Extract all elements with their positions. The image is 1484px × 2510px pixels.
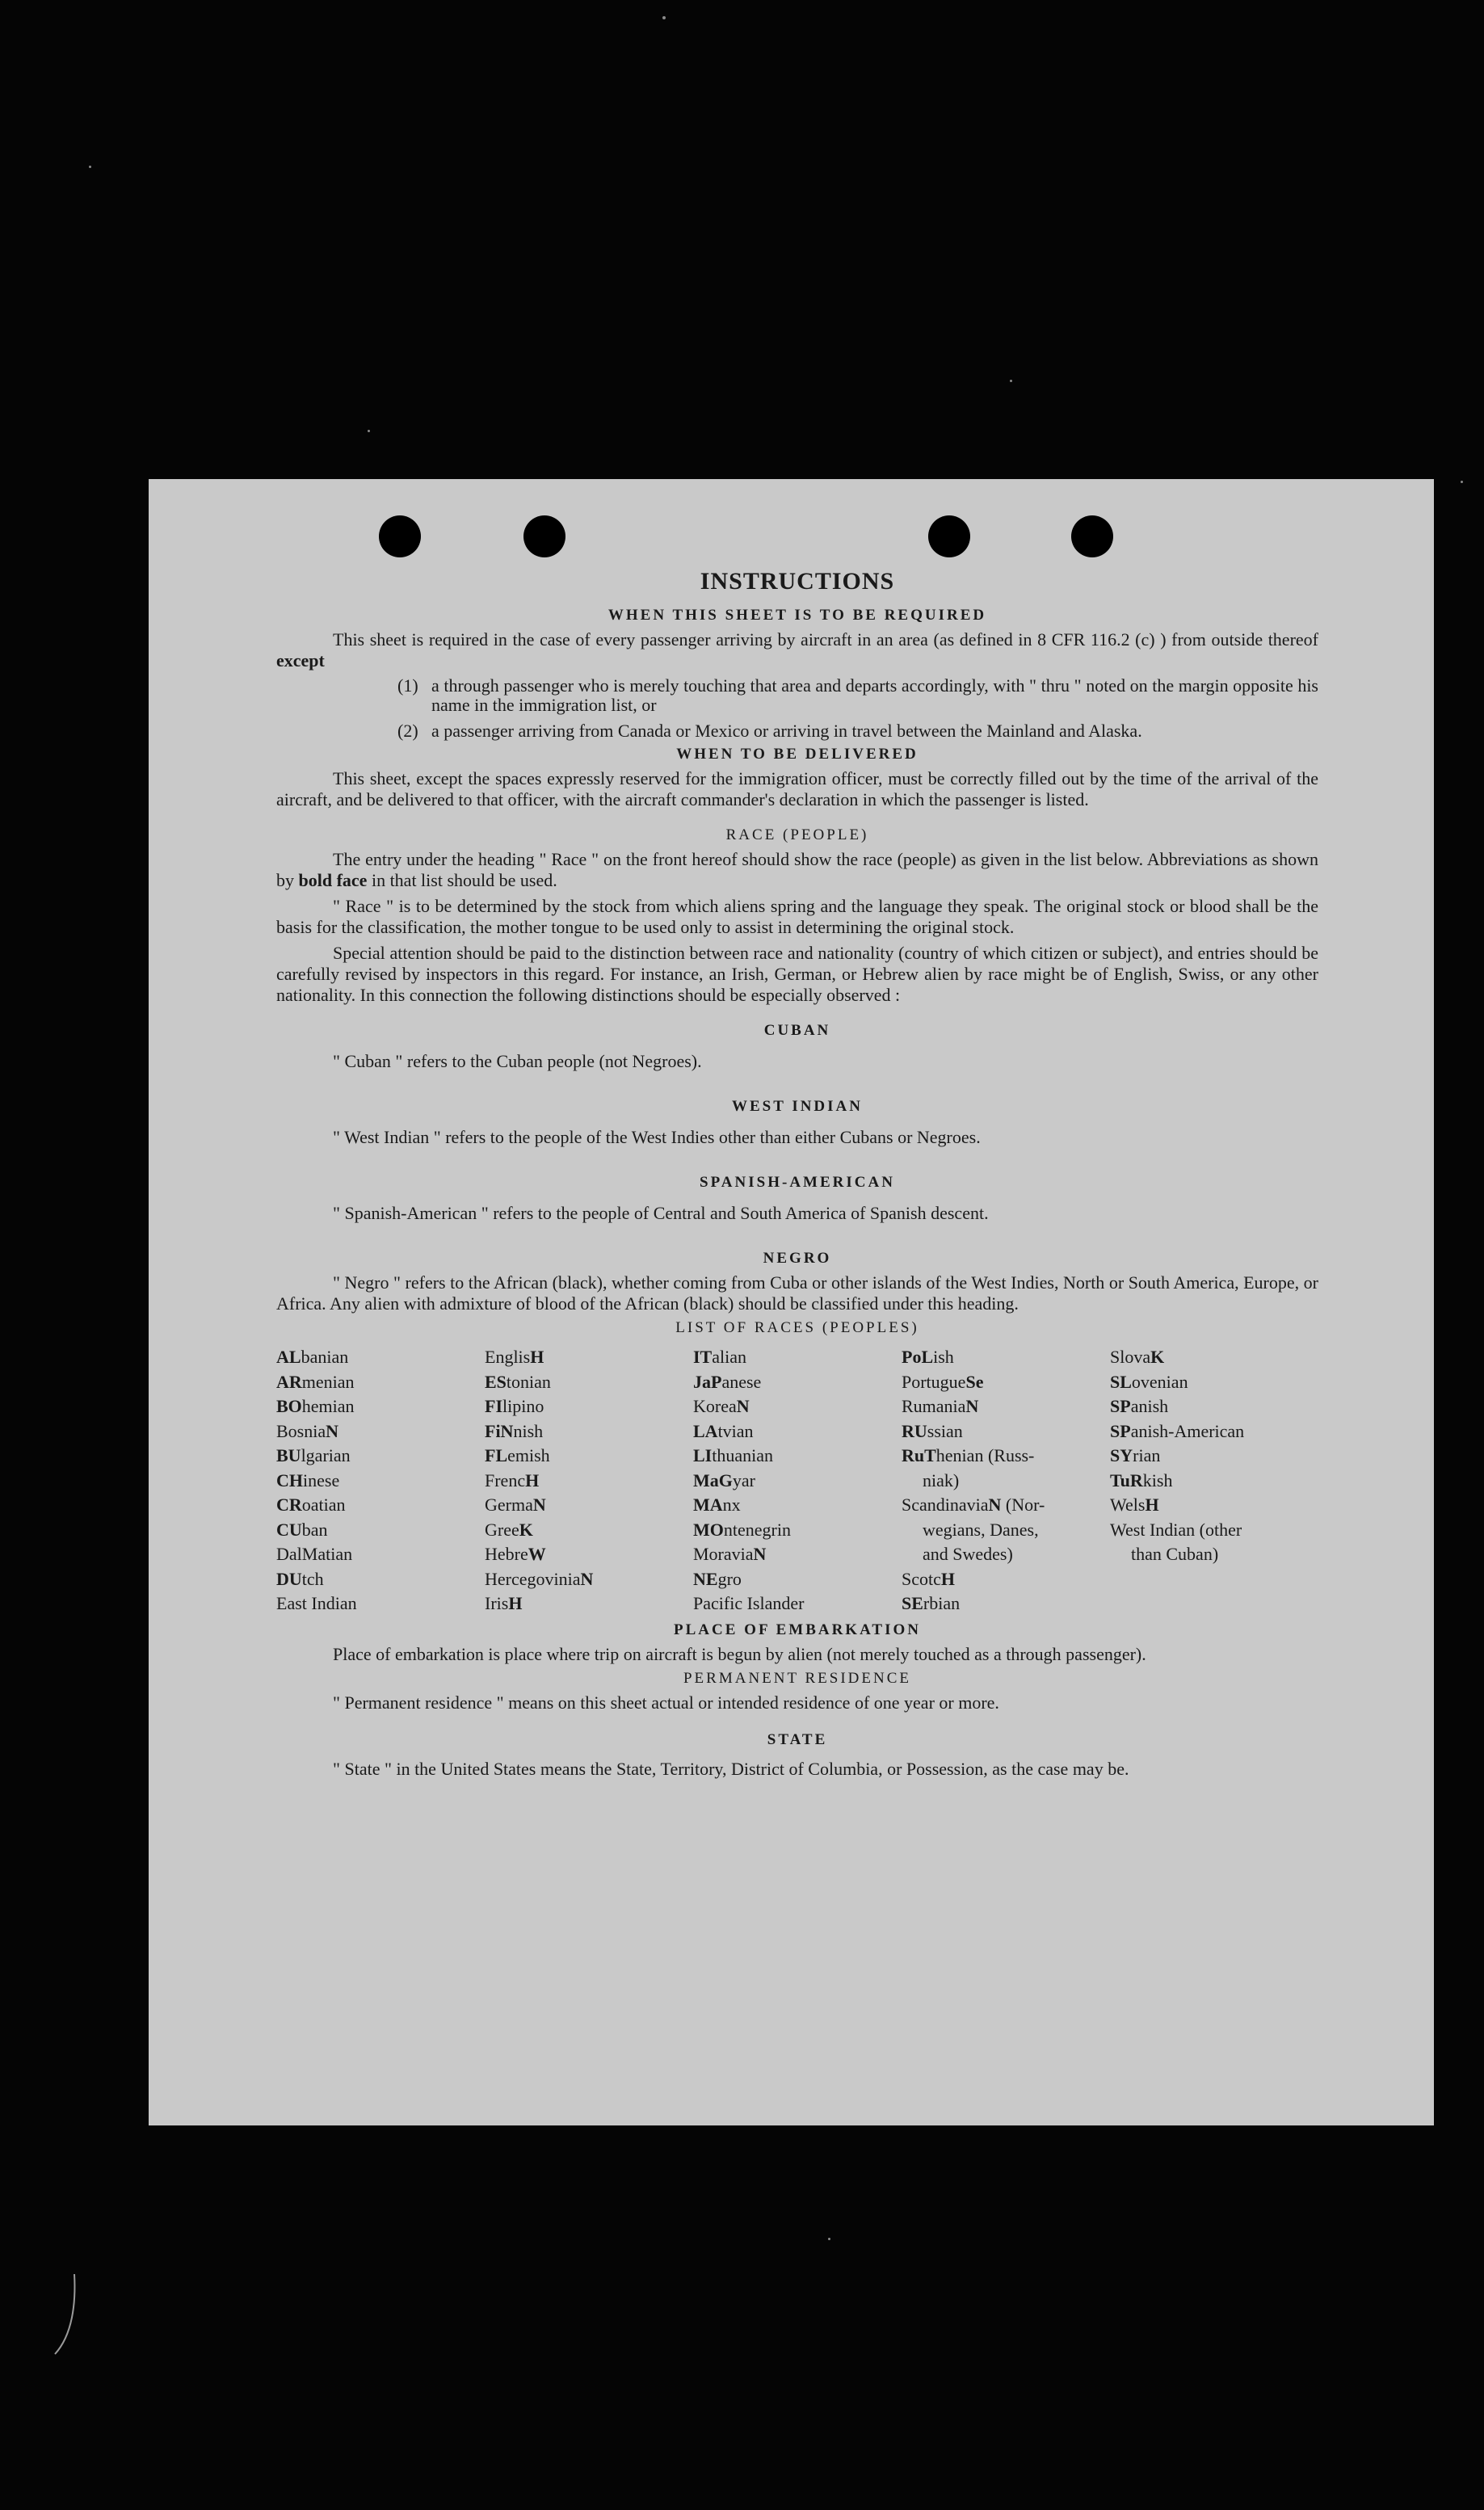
section-heading-when-delivered: WHEN TO BE DELIVERED xyxy=(676,746,919,763)
race-entry: CUban xyxy=(276,1519,328,1540)
race-entry: WelsH xyxy=(1110,1495,1159,1515)
race-entry: FLemish xyxy=(485,1445,550,1465)
section-heading-embarkation: PLACE OF EMBARKATION xyxy=(674,1621,921,1638)
race-paragraph: " Race " is to be determined by the stock from which aliens spring and the language they speak. The original stock or blood shall be the basis for the classification, the mother tongue to be used only to assist in determining the original stock. xyxy=(276,896,1318,937)
race-entry: SYrian xyxy=(1110,1445,1161,1465)
section-heading-list-of-races: LIST OF RACES (PEOPLES) xyxy=(675,1319,919,1336)
list-of-races xyxy=(276,1345,1318,1617)
race-entry: RuThenian (Russ- xyxy=(902,1445,1035,1465)
punch-hole xyxy=(928,515,970,557)
section-heading-negro: NEGRO xyxy=(763,1250,832,1267)
spanish-american-text: " Spanish-American " refers to the people of Central and South America of Spanish descent. xyxy=(333,1203,989,1223)
sheet-content xyxy=(276,568,1318,1780)
scan-speck xyxy=(1461,481,1463,483)
scan-speck xyxy=(368,430,370,432)
scan-speck xyxy=(662,16,666,19)
when-delivered-text: This sheet, except the spaces expressly reserved for the immigration officer, must be correctly filled out by the time of the arrival of the aircraft, and be delivered to that officer, with the aircraft commander's declaration in which the passenger is listed. xyxy=(276,768,1318,809)
residence-text: " Permanent residence " means on this sheet actual or intended residence of one year or more. xyxy=(333,1692,999,1713)
race-entry: LAtvian xyxy=(693,1420,754,1441)
race-entry: LIthuanian xyxy=(693,1445,774,1465)
race-entry: MAnx xyxy=(693,1495,741,1515)
instruction-sheet xyxy=(149,479,1434,2125)
scan-speck xyxy=(828,2238,830,2240)
race-entry: ITalian xyxy=(693,1347,747,1367)
section-heading-race: RACE (PEOPLE) xyxy=(725,826,869,843)
state-text: " State " in the United States means the State, Territory, District of Columbia, or Possession, as the case may be. xyxy=(333,1758,1129,1779)
race-entry: FrencH xyxy=(485,1469,540,1490)
race-entry: DalMatian xyxy=(276,1544,353,1564)
race-entry: IrisH xyxy=(485,1593,523,1613)
race-entry: TuRkish xyxy=(1110,1469,1173,1490)
race-entry: ALbanian xyxy=(276,1347,349,1367)
race-entry: FiNnish xyxy=(485,1420,544,1441)
race-entry: DUtch xyxy=(276,1568,324,1589)
race-entry: KoreaN xyxy=(693,1396,750,1416)
race-entry: CRoatian xyxy=(276,1495,346,1515)
scan-speck xyxy=(89,166,91,168)
race-column xyxy=(1110,1345,1318,1617)
race-column xyxy=(902,1345,1110,1617)
race-entry: SErbian xyxy=(902,1593,961,1613)
race-entry: BOhemian xyxy=(276,1396,355,1416)
exception-item: (1) a through passenger who is merely touching that area and departs accordingly, with " thru " noted on the margin opposite his name in the immigration list, or xyxy=(397,675,1318,715)
race-entry: GermaN xyxy=(485,1495,546,1515)
race-entry: CHinese xyxy=(276,1469,340,1490)
race-entry: SPanish xyxy=(1110,1396,1169,1416)
race-entry: EStonian xyxy=(485,1371,551,1392)
race-entry: East Indian xyxy=(276,1593,357,1613)
race-entry: and Swedes) xyxy=(923,1544,1013,1564)
race-entry: RUssian xyxy=(902,1420,963,1441)
race-entry: GreeK xyxy=(485,1519,533,1540)
page-title: INSTRUCTIONS xyxy=(700,568,895,595)
cuban-text: " Cuban " refers to the Cuban people (not Negroes). xyxy=(333,1051,702,1071)
race-entry: Pacific Islander xyxy=(693,1593,805,1613)
race-entry: MoraviaN xyxy=(693,1544,767,1564)
race-paragraph: The entry under the heading " Race " on the front hereof should show the race (people) as given in the list below. Abbreviations as shown by bold face in that list should be used. xyxy=(276,849,1318,890)
race-entry: ARmenian xyxy=(276,1371,355,1392)
race-entry: than Cuban) xyxy=(1131,1544,1219,1564)
punch-hole xyxy=(1071,515,1113,557)
race-paragraph: Special attention should be paid to the distinction between race and nationality (country of which citizen or subject), and entries should be carefully revised by inspectors in this regard. For instance, an Irish, German, or Hebrew alien by race might be of English, Swiss, or any other nationality. In this connection the following distinctions should be especially observed : xyxy=(276,943,1318,1005)
race-entry: JaPanese xyxy=(693,1371,762,1392)
race-entry: EnglisH xyxy=(485,1347,544,1367)
race-entry: ScandinaviaN (Nor- xyxy=(902,1495,1045,1515)
race-column xyxy=(485,1345,693,1617)
section-heading-residence: PERMANENT RESIDENCE xyxy=(683,1669,912,1687)
punch-hole xyxy=(379,515,421,557)
race-column xyxy=(276,1345,485,1617)
negro-text: " Negro " refers to the African (black), whether coming from Cuba or other islands of the West Indies, North or South America, Europe, or Africa. Any alien with admixture of blood of the African (black) should be classified under this heading. xyxy=(276,1272,1318,1314)
embarkation-text: Place of embarkation is place where trip on aircraft is begun by alien (not merely touched as a through passenger). xyxy=(333,1643,1146,1664)
section-heading-cuban: CUBAN xyxy=(763,1022,831,1039)
race-entry: PoLish xyxy=(902,1347,954,1367)
scan-scratch xyxy=(48,2270,81,2359)
section-heading-when-required: WHEN THIS SHEET IS TO BE REQUIRED xyxy=(607,607,987,624)
race-entry: RumaniaN xyxy=(902,1396,979,1416)
section-heading-spanish-american: SPANISH-AMERICAN xyxy=(700,1174,895,1191)
exception-item: (2) a passenger arriving from Canada or Mexico or arriving in travel between the Mainland and Alaska. xyxy=(397,721,1142,741)
race-entry: BUlgarian xyxy=(276,1445,351,1465)
race-column xyxy=(693,1345,902,1617)
race-entry: SlovaK xyxy=(1110,1347,1165,1367)
race-entry: BosniaN xyxy=(276,1420,339,1441)
race-entry: wegians, Danes, xyxy=(923,1519,1039,1540)
when-required-intro: This sheet is required in the case of every passenger arriving by aircraft in an area (as defined in 8 CFR 116.2 (c) ) from outside thereof except xyxy=(276,629,1318,671)
race-entry: ScotcH xyxy=(902,1568,956,1589)
race-entry: NEgro xyxy=(693,1568,742,1589)
race-entry: MOntenegrin xyxy=(693,1519,791,1540)
scan-speck xyxy=(1010,380,1012,382)
section-heading-west-indian: WEST INDIAN xyxy=(732,1098,863,1115)
race-entry: FIlipino xyxy=(485,1396,544,1416)
race-entry: HebreW xyxy=(485,1544,546,1564)
punch-hole xyxy=(523,515,565,557)
race-entry: West Indian (other xyxy=(1110,1519,1242,1540)
race-entry: niak) xyxy=(923,1469,960,1490)
west-indian-text: " West Indian " refers to the people of the West Indies other than either Cubans or Negroes. xyxy=(333,1127,981,1147)
race-entry: SPanish-American xyxy=(1110,1420,1245,1441)
race-entry: HercegoviniaN xyxy=(485,1568,594,1589)
race-entry: PortugueSe xyxy=(902,1371,984,1392)
race-entry: SLovenian xyxy=(1110,1371,1188,1392)
section-heading-state: STATE xyxy=(767,1730,828,1748)
race-entry: MaGyar xyxy=(693,1469,755,1490)
